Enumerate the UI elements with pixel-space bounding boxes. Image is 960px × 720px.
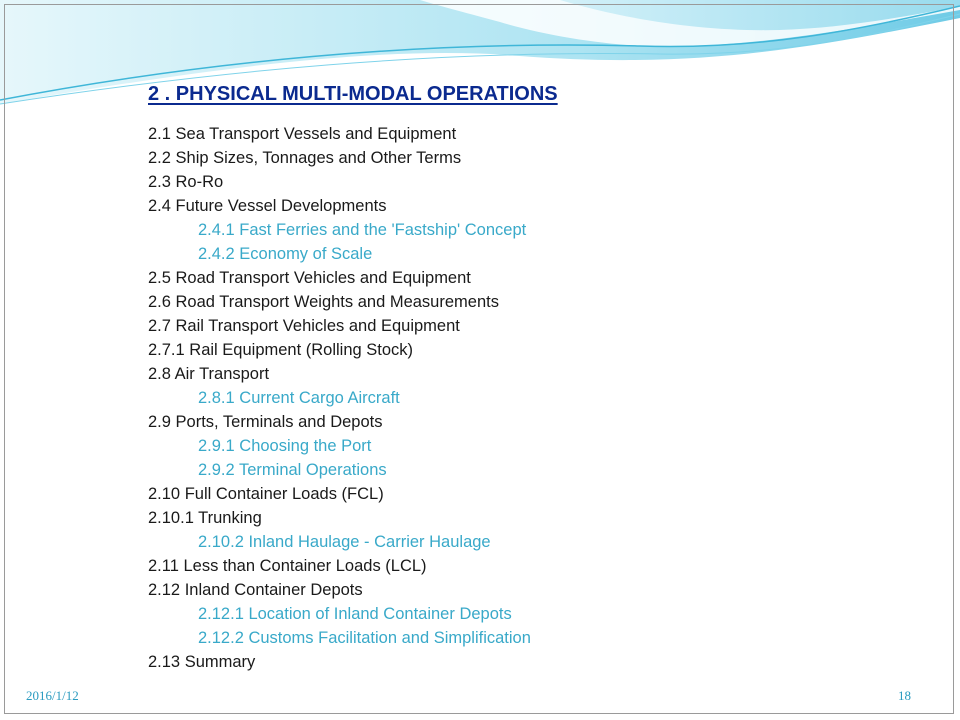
outline-item: 2.7.1 Rail Equipment (Rolling Stock) [148,341,414,359]
outline-item: 2.8 Air Transport [148,365,270,383]
outline-item: 2.6 Road Transport Weights and Measurements [148,293,499,311]
slide-content [148,80,848,674]
outline-subitem: 2.12.1 Location of Inland Container Depots [198,605,512,623]
outline-item: 2.2 Ship Sizes, Tonnages and Other Terms [148,149,462,167]
outline-subitem: 2.9.1 Choosing the Port [198,437,372,455]
outline-item: 2.5 Road Transport Vehicles and Equipment [148,269,471,287]
footer-page-number: 18 [898,688,911,703]
outline-list [148,122,848,674]
outline-item: 2.7 Rail Transport Vehicles and Equipment [148,317,460,335]
outline-item: 2.4 Future Vessel Developments [148,197,387,215]
slide-title: 2 . PHYSICAL MULTI-MODAL OPERATIONS [148,83,558,105]
outline-item: 2.10 Full Container Loads (FCL) [148,485,384,503]
outline-item: 2.13 Summary [148,653,256,671]
outline-subitem: 2.4.1 Fast Ferries and the 'Fastship' Concept [198,221,527,239]
outline-subitem: 2.4.2 Economy of Scale [198,245,373,263]
footer-date: 2016/1/12 [26,688,79,703]
outline-item: 2.11 Less than Container Loads (LCL) [148,557,427,575]
outline-item: 2.1 Sea Transport Vessels and Equipment [148,125,457,143]
outline-subitem: 2.10.2 Inland Haulage - Carrier Haulage [198,533,491,551]
outline-subitem: 2.12.2 Customs Facilitation and Simplification [198,629,531,647]
outline-subitem: 2.9.2 Terminal Operations [198,461,387,479]
outline-item: 2.10.1 Trunking [148,509,262,527]
outline-item: 2.9 Ports, Terminals and Depots [148,413,383,431]
outline-item: 2.3 Ro-Ro [148,173,224,191]
outline-subitem: 2.8.1 Current Cargo Aircraft [198,389,400,407]
outline-item: 2.12 Inland Container Depots [148,581,363,599]
